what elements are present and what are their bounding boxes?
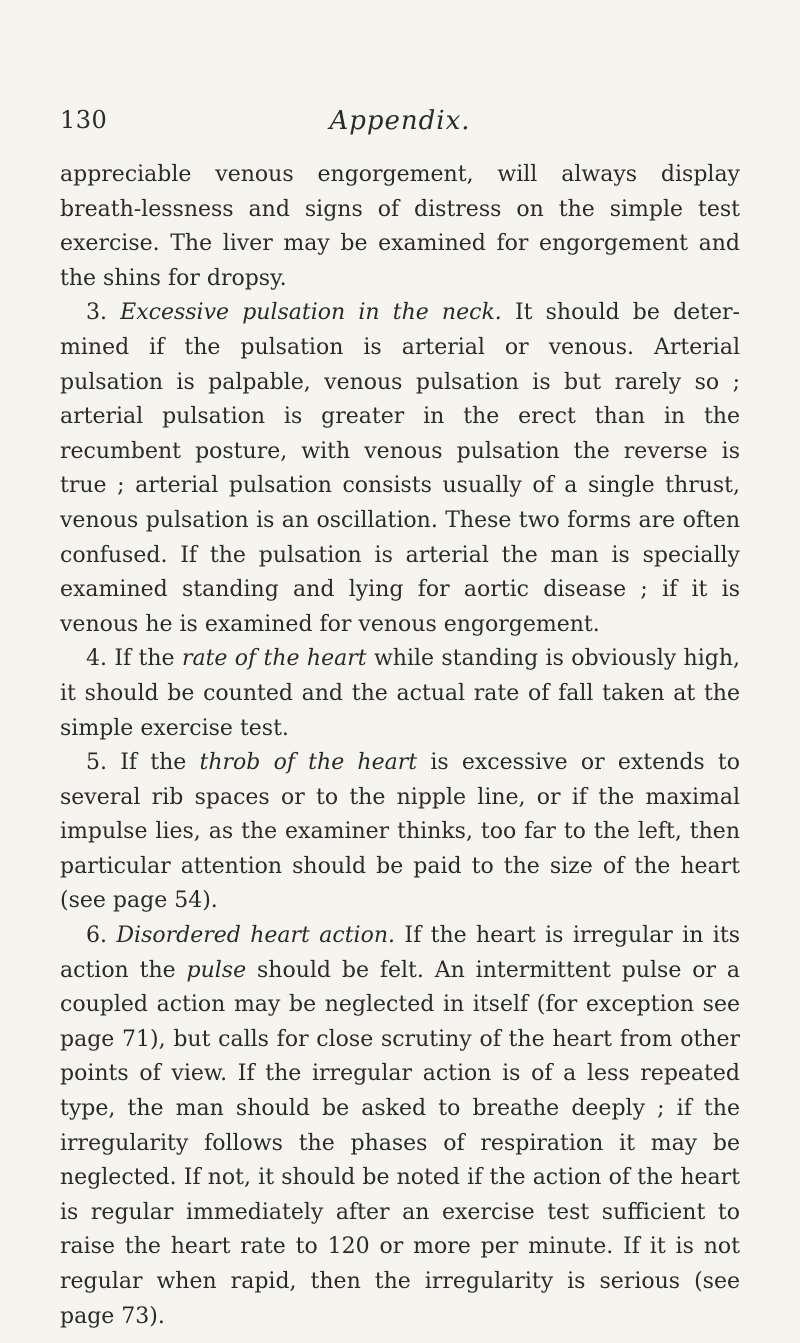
- paragraph-number: 5.: [86, 750, 107, 776]
- page-number: 130: [60, 106, 108, 134]
- paragraph-heading: Disordered heart action.: [116, 923, 396, 949]
- paragraph-number: 4.: [86, 646, 107, 672]
- running-head: [60, 106, 740, 142]
- paragraph-continuation: [60, 158, 740, 296]
- paragraph-3: [60, 296, 740, 642]
- running-title: Appendix.: [329, 106, 471, 136]
- paragraph-text: is excessive or extends to several rib spaces or to the nipple line, or if the maximal impulse lies, as the examiner thinks, too far to the left, then particular attention should be paid to the size of the heart (see page 54).: [60, 750, 740, 914]
- paragraph-text: while standing is obviously high, it should be counted and the actual rate of fall taken at the simple exercise test.: [60, 646, 740, 741]
- paragraph-4: [60, 642, 740, 746]
- paragraph-lead: If the: [120, 750, 187, 776]
- paragraph-text: It should be deter-mined if the pulsation is arterial or venous. Arterial pulsation is palpable, venous pulsation is but rarely so ; arterial pulsation is greater in the erect than in the recumbent posture, with venous pulsation the reverse is true ; arterial pulsation consists usually of a single thrust, venous pulsation is an oscillation. These two forms are often confused. If the pulsation is arterial the man is specially examined standing and lying for aortic disease ; if it is venous he is examined for venous engorgement.: [60, 300, 740, 637]
- paragraph-5: [60, 746, 740, 919]
- body-text: [60, 158, 740, 1334]
- paragraph-heading: throb of the heart: [199, 750, 418, 776]
- paragraph-heading: Excessive pulsation in the neck.: [120, 300, 502, 326]
- paragraph-number: 6.: [86, 923, 107, 949]
- paragraph-emphasis: pulse: [186, 957, 247, 983]
- paragraph-heading: rate of the heart: [181, 646, 367, 672]
- paragraph-text: should be felt. An intermittent pulse or a coupled action may be neglected in itself (for exception see page 71), but calls for close scrutiny of the heart from other points of view. If the irregular action is of a less repeated type, the man should be asked to breathe deeply ; if the irregularity follows the phases of respiration it may be neglected. If not, it should be noted if the action of the heart is regular immediately after an exercise test sufficient to raise the heart rate to 120 or more per minute. If it is not regular when rapid, then the irregularity is serious (see page 73).: [60, 957, 740, 1329]
- paragraph-lead: If the: [114, 646, 175, 672]
- paragraph-text: appreciable venous engorgement, will always display breath-lessness and signs of distress on the simple test exercise. The liver may be examined for engorgement and the shins for dropsy.: [60, 162, 740, 291]
- paragraph-6: [60, 919, 740, 1334]
- paragraph-text: If the heart is irregular in its action the: [60, 923, 740, 983]
- paragraph-number: 3.: [86, 300, 107, 326]
